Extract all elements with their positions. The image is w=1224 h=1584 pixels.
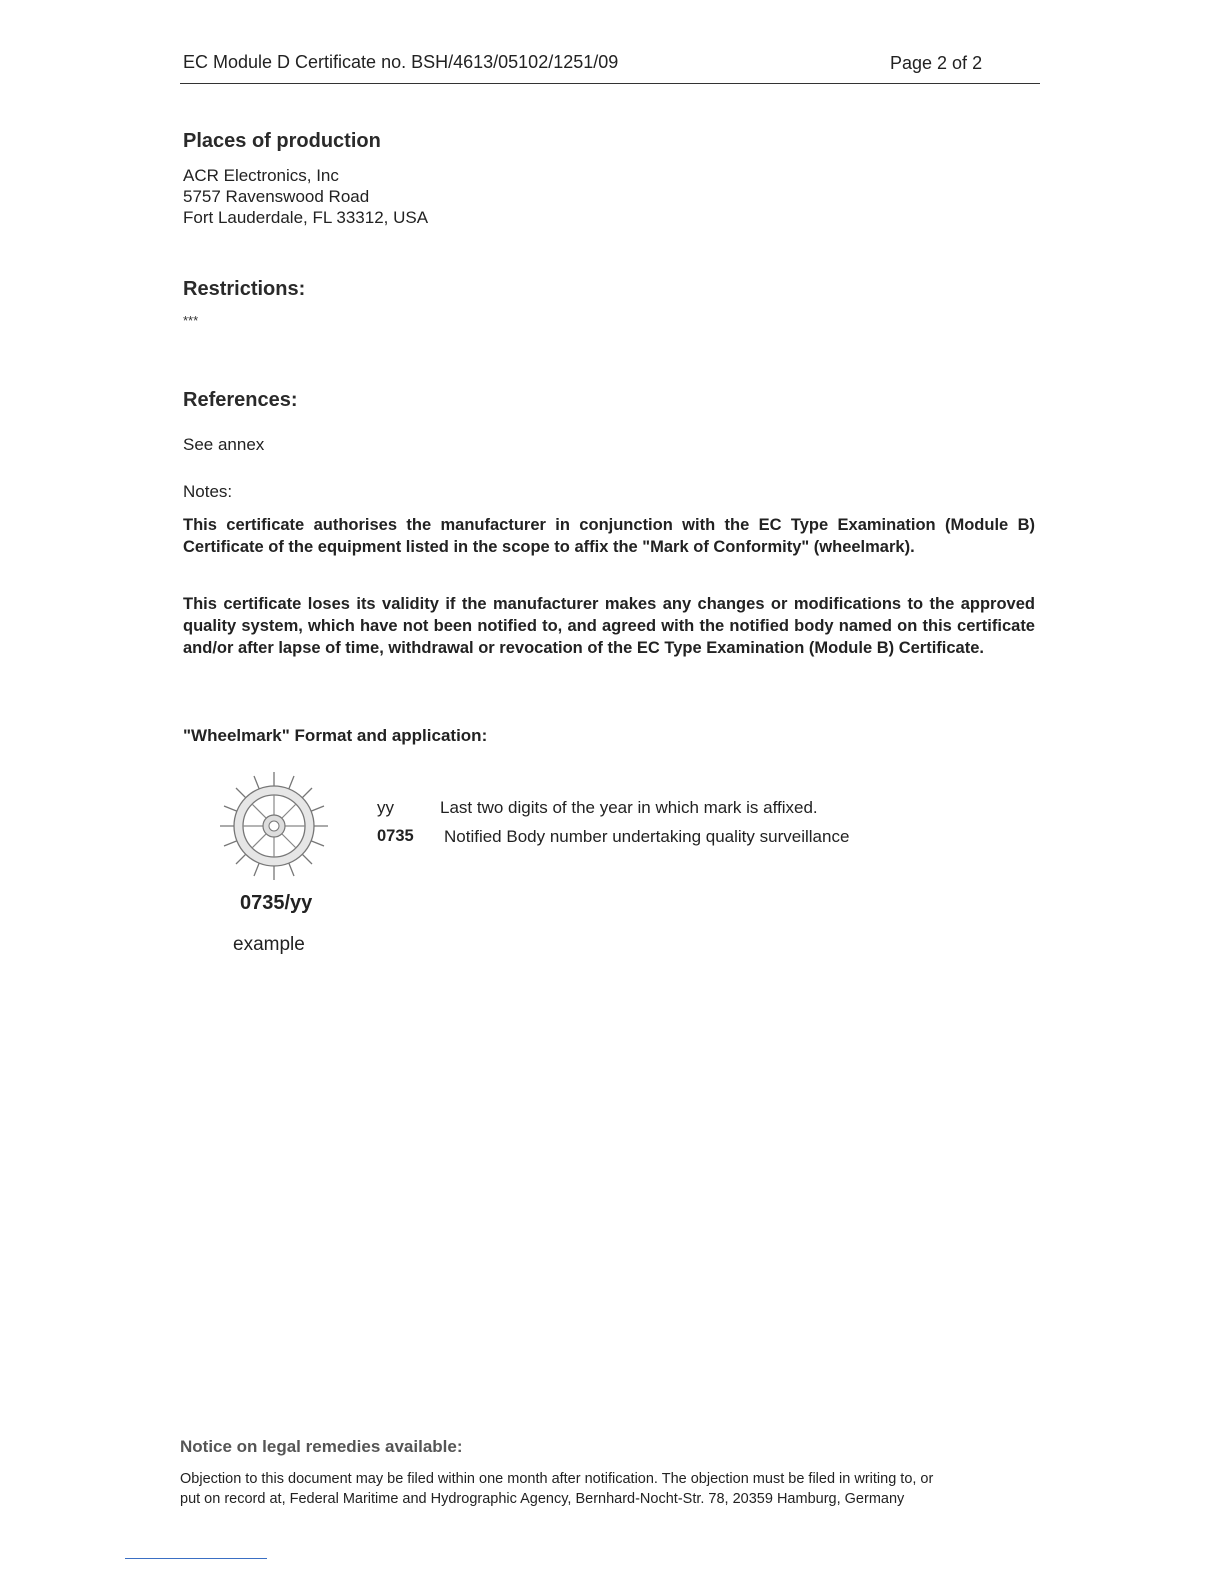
restrictions-value: *** <box>183 313 199 328</box>
bottom-divider <box>125 1558 267 1559</box>
notes-paragraph-2: This certificate loses its validity if the manufacturer makes any changes or modifications to the approved quality system, which have not been notified to, and agreed with the notified body named on this certificate and/or after lapse of time, withdrawal or revocation of the EC Type Examination (Module B) Certificate. <box>183 595 1035 657</box>
legal-remedies-line-1: Objection to this document may be filed within one month after notification. The objection must be filed in writing to, or <box>180 1471 934 1487</box>
address-line-1: ACR Electronics, Inc <box>183 166 339 185</box>
wheelmark-code: 0735/yy <box>240 892 313 914</box>
references-value: See annex <box>183 435 265 454</box>
header-divider <box>180 83 1040 84</box>
wheelmark-caption: example <box>233 934 305 955</box>
places-of-production-heading: Places of production <box>183 130 381 152</box>
certificate-number-header: EC Module D Certificate no. BSH/4613/05102/1251/09 <box>183 52 619 72</box>
restrictions-heading: Restrictions: <box>183 278 306 300</box>
legal-remedies-line-2: put on record at, Federal Maritime and Hydrographic Agency, Bernhard-Nocht-Str. 78, 20359 Hamburg, Germany <box>180 1491 905 1507</box>
wheelmark-heading: "Wheelmark" Format and application: <box>183 726 488 745</box>
page-indicator: Page 2 of 2 <box>890 53 983 73</box>
notes-paragraph-1: This certificate authorises the manufacturer in conjunction with the EC Type Examination (Module B) Certificate of the equipment listed in the scope to affix the "Mark of Conformity" (wheelmark). <box>183 516 1035 556</box>
legend-key-body-number: 0735 <box>377 827 414 845</box>
legend-desc-yy: Last two digits of the year in which mark is affixed. <box>440 798 818 817</box>
legend-key-yy: yy <box>377 798 394 817</box>
address-line-3: Fort Lauderdale, FL 33312, USA <box>183 208 429 227</box>
legend-desc-body-number: Notified Body number undertaking quality surveillance <box>444 827 850 846</box>
notes-heading: Notes: <box>183 482 233 501</box>
ship-wheel-icon <box>218 770 330 882</box>
legal-remedies-heading: Notice on legal remedies available: <box>180 1437 463 1456</box>
references-heading: References: <box>183 389 298 411</box>
address-line-2: 5757 Ravenswood Road <box>183 187 370 206</box>
